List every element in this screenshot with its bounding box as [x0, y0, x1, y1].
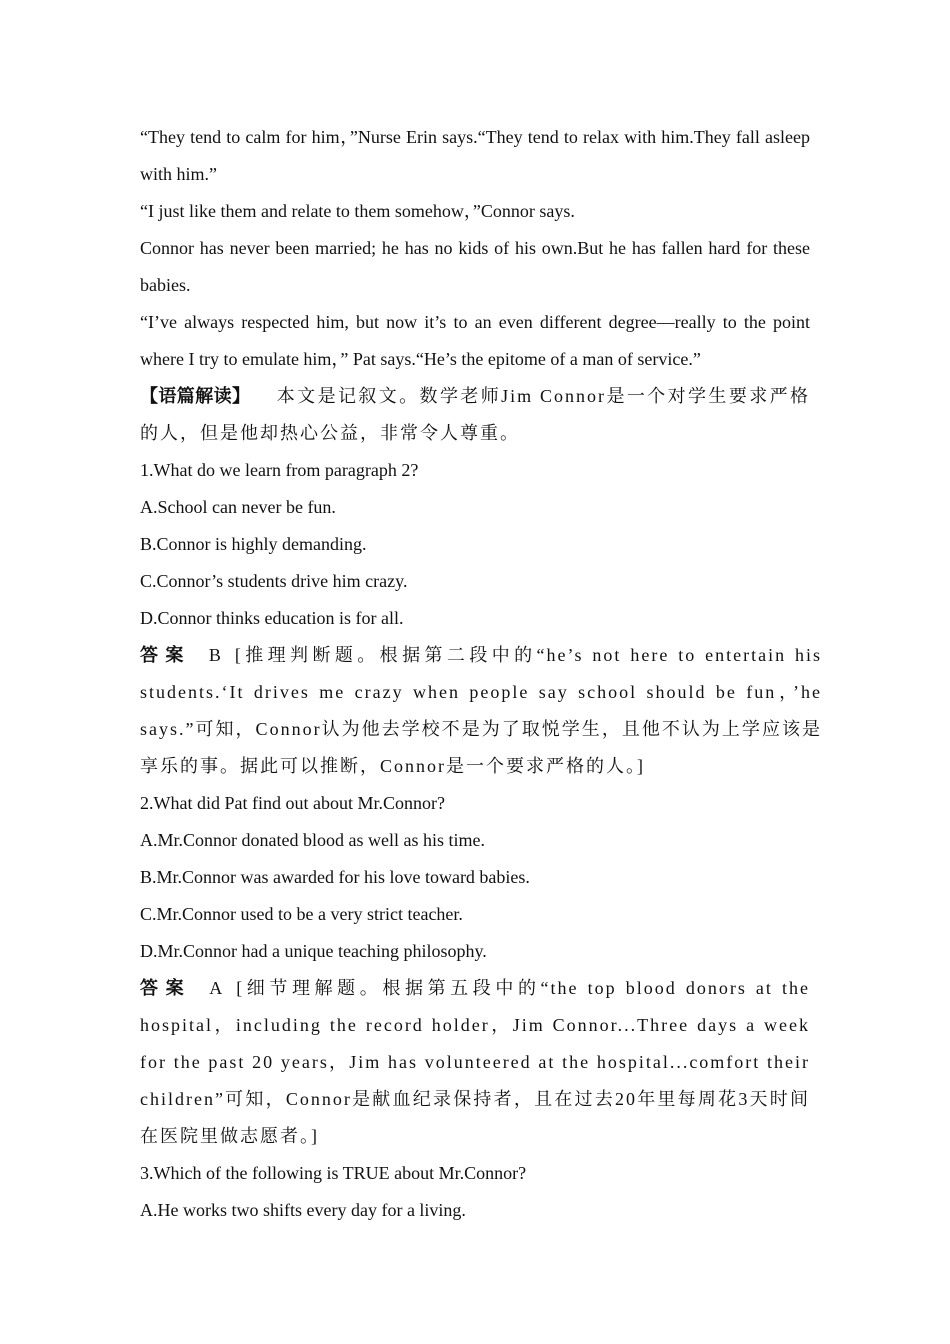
question-stem: 2.What did Pat find out about Mr.Connor?	[140, 793, 445, 813]
question-option: B.Mr.Connor was awarded for his love toward babies.	[140, 867, 530, 887]
story-paragraph: Connor has never been married; he has no kids of his own.But he has fallen hard for these babies.	[140, 238, 810, 295]
question-option: A.He works two shifts every day for a living.	[140, 1200, 466, 1220]
answer-explanation: [推理判断题。根据第二段中的“he’s not here to entertain his students.‘It drives me crazy when people say school should be fun，’he says.”可知，Connor认为他去学校不是为了取悦学生，且他不认为上学应该是享乐的事。据此可以推断，Connor是一个要求严格的人。]	[140, 645, 822, 776]
question-option: D.Connor thinks education is for all.	[140, 608, 404, 628]
answer-block	[140, 637, 822, 785]
question-option: A.Mr.Connor donated blood as well as his time.	[140, 830, 485, 850]
answer-letter: B	[208, 645, 221, 665]
passage-note-label: 【语篇解读】	[140, 386, 251, 406]
answer-explanation: [细节理解题。根据第五段中的“the top blood donors at the hospital，including the record holder，Jim Connor...Three days a week for the past 20 years，Jim has volunteered at the hospital...comfort their children”可知，Connor是献血纪录保持者，且在过去20年里每周花3天时间在医院里做志愿者。]	[140, 978, 810, 1146]
passage-note	[140, 378, 810, 452]
question-option: B.Connor is highly demanding.	[140, 534, 367, 554]
answer-block	[140, 970, 810, 1155]
answer-letter: A	[209, 978, 223, 998]
answer-label: 答案	[140, 978, 192, 998]
question-stem: 3.Which of the following is TRUE about Mr.Connor?	[140, 1163, 527, 1183]
question-option: C.Mr.Connor used to be a very strict teacher.	[140, 904, 463, 924]
story-paragraph: “I’ve always respected him, but now it’s to an even different degree—really to the point where I try to emulate him，” Pat says.“He’s the epitome of a man of service.”	[140, 312, 810, 369]
question-option: D.Mr.Connor had a unique teaching philosophy.	[140, 941, 487, 961]
question-stem: 1.What do we learn from paragraph 2?	[140, 460, 419, 480]
answer-label: 答案	[140, 645, 191, 665]
passage-note-text: 本文是记叙文。数学老师Jim Connor是一个对学生要求严格的人，但是他却热心公益，非常令人尊重。	[140, 386, 811, 443]
document-body	[140, 119, 822, 1229]
question-option: A.School can never be fun.	[140, 497, 336, 517]
question-option: C.Connor’s students drive him crazy.	[140, 571, 408, 591]
story-paragraph: “They tend to calm for him，”Nurse Erin says.“They tend to relax with him.They fall asleep with him.”	[140, 127, 810, 184]
story-paragraph: “I just like them and relate to them somehow，”Connor says.	[140, 201, 575, 221]
